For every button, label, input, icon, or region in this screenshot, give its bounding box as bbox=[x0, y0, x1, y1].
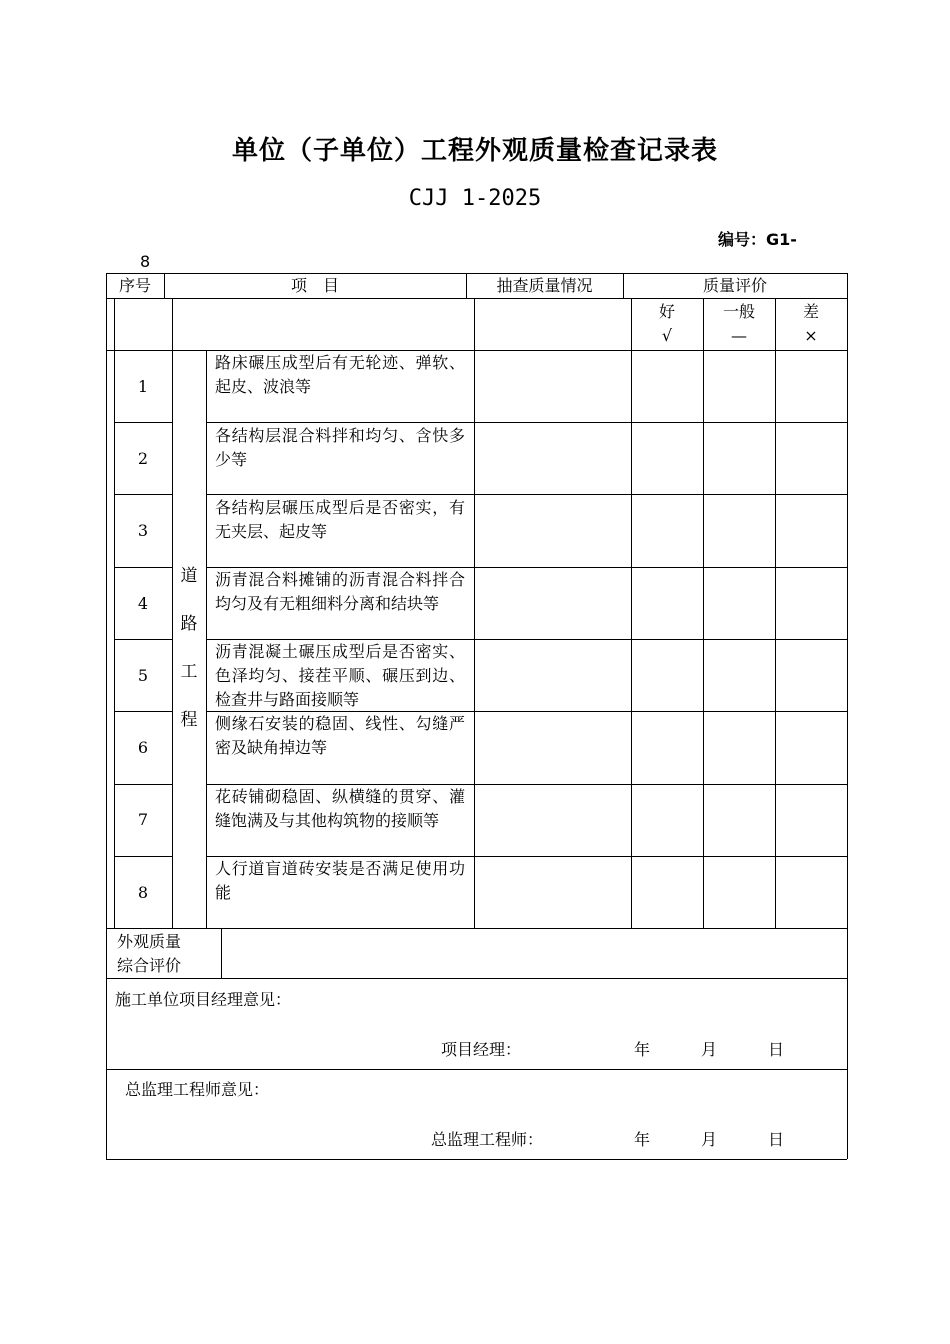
row-description: 各结构层混合料拌和均匀、含快多少等 bbox=[215, 426, 465, 469]
row-number: 7 bbox=[137, 810, 149, 829]
supervisor-year: 年 bbox=[634, 1130, 651, 1149]
contractor-day: 日 bbox=[768, 1040, 785, 1059]
contractor-opinion-label: 施工单位项目经理意见： bbox=[115, 990, 292, 1009]
standard-code: CJJ 1-2025 bbox=[408, 186, 542, 211]
header-sampling: 抽查质量情况 bbox=[496, 276, 593, 295]
row-number: 1 bbox=[137, 377, 149, 396]
category-char: 路 bbox=[180, 614, 198, 634]
header-evaluation: 质量评价 bbox=[702, 276, 767, 295]
contractor-signer-label: 项目经理： bbox=[441, 1040, 522, 1059]
overall-label-line: 外观质量 bbox=[117, 932, 182, 951]
row-description: 花砖铺砌稳固、纵横缝的贯穿、灌缝饱满及与其他构筑物的接顺等 bbox=[215, 787, 465, 830]
poor-cross-icon: × bbox=[804, 326, 818, 345]
category-road-engineering bbox=[172, 552, 206, 744]
header-poor: 差 bbox=[802, 302, 819, 321]
row-description: 沥青混凝土碾压成型后是否密实、色泽均匀、接茬平顺、碾压到边、检查井与路面接顺等 bbox=[215, 642, 465, 709]
row-description: 沥青混合料摊铺的沥青混合料拌合均匀及有无粗细料分离和结块等 bbox=[215, 570, 465, 613]
category-char: 工 bbox=[180, 662, 198, 682]
general-dash-icon: — bbox=[731, 326, 747, 345]
good-check-icon: √ bbox=[661, 326, 673, 345]
row-description: 人行道盲道砖安装是否满足使用功能 bbox=[215, 859, 465, 902]
page-title: 单位（子单位）工程外观质量检查记录表 bbox=[231, 136, 718, 166]
row-description: 侧缘石安装的稳固、线性、勾缝严密及缺角掉边等 bbox=[215, 714, 465, 757]
supervisor-day: 日 bbox=[768, 1130, 785, 1149]
header-seq: 序号 bbox=[118, 276, 151, 295]
category-char: 道 bbox=[180, 566, 198, 586]
row-number: 2 bbox=[137, 449, 149, 468]
header-general: 一般 bbox=[722, 302, 755, 321]
row-number: 3 bbox=[137, 521, 149, 540]
category-char: 程 bbox=[180, 710, 198, 730]
supervisor-signer-label: 总监理工程师： bbox=[431, 1130, 544, 1149]
document-number-continuation: 8 bbox=[140, 252, 151, 271]
contractor-month: 月 bbox=[701, 1040, 718, 1059]
row-number: 8 bbox=[137, 883, 149, 902]
supervisor-opinion-label: 总监理工程师意见： bbox=[125, 1080, 270, 1099]
overall-label-line: 综合评价 bbox=[117, 956, 182, 975]
overall-evaluation-label bbox=[117, 930, 181, 978]
supervisor-month: 月 bbox=[701, 1130, 718, 1149]
row-number: 6 bbox=[137, 738, 149, 757]
contractor-year: 年 bbox=[634, 1040, 651, 1059]
row-number: 5 bbox=[137, 666, 149, 685]
row-description: 路床碾压成型后有无轮迹、弹软、起皮、波浪等 bbox=[215, 353, 465, 396]
row-description: 各结构层碾压成型后是否密实，有无夹层、起皮等 bbox=[215, 498, 465, 541]
document-number: 编号：G1- bbox=[718, 230, 797, 249]
header-item: 项 目 bbox=[290, 276, 339, 295]
row-number: 4 bbox=[137, 594, 149, 613]
header-good: 好 bbox=[658, 302, 675, 321]
